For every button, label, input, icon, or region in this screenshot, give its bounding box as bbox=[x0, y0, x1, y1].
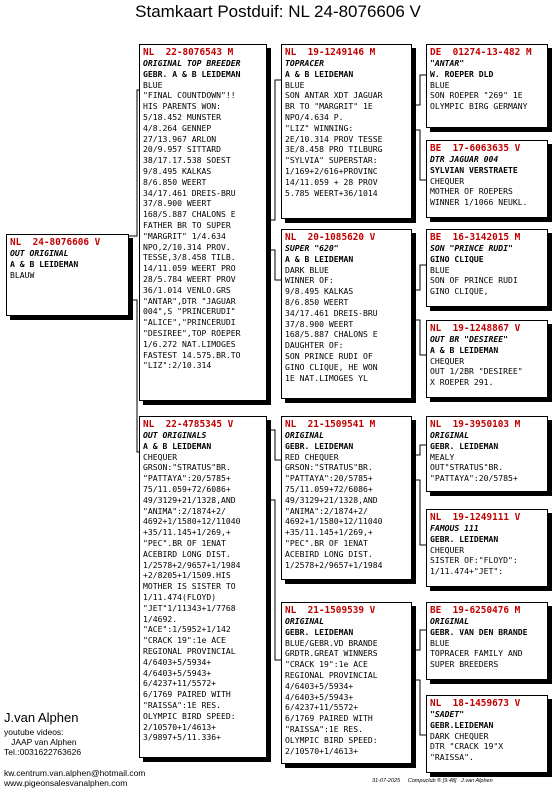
pigeon-info: DARK BLUE WINNER OF: 9/8.495 KALKAS 8/6.850 WEERT 34/17.461 DREIS-BRU 37/8.900 WEERT 168/5.887 CHALONS E DAUGHTER OF: SON PRINCE RUDI OF GINO CLIQUE, HE WON 1E NAT.LIMOGES YL bbox=[285, 264, 378, 383]
ring-number: DE 01274-13-482 M bbox=[430, 47, 532, 58]
owner-name: A & B LEIDEMAN bbox=[143, 440, 212, 451]
pigeon-title: OUT ORIGINAL bbox=[10, 248, 69, 258]
pedigree-card-paternal-grandfather bbox=[281, 44, 412, 219]
owner-name: GEBR. A & B LEIDEMAN bbox=[143, 68, 241, 79]
owner-name: GEBR. LEIDEMAN bbox=[430, 440, 499, 451]
pigeon-info: CHEQUER SISTER OF:"FLOYD": 1/11.474+"JET": bbox=[430, 544, 518, 577]
breeder-name: J.van Alphen bbox=[4, 710, 79, 725]
pigeon-title: "ANTAR" bbox=[430, 58, 465, 68]
pigeon-title: SON "PRINCE RUDI" bbox=[430, 243, 513, 253]
print-info: 31-07-2025 Compuclub ® [9.48] J.van Alphen bbox=[372, 778, 493, 784]
pigeon-info: CHEQUER MOTHER OF ROEPERS WINNER 1/1066 NEUKL. bbox=[430, 175, 528, 208]
pigeon-info: BLUE TOPRACER FAMILY AND SUPER BREEDERS bbox=[430, 637, 523, 670]
pedigree-card-mff bbox=[426, 416, 548, 492]
owner-name: A & B LEIDEMAN bbox=[285, 253, 354, 264]
pigeon-info: BLAUW bbox=[10, 269, 35, 280]
breeder-contact: kw.centrum.van.alphen@hotmail.com www.pigeonsalesvanalphen.com bbox=[4, 768, 146, 788]
pigeon-title: ORIGINAL bbox=[285, 430, 324, 440]
pigeon-info: DARK CHEQUER DTR "CRACK 19"X "RAISSA". bbox=[430, 730, 504, 763]
ring-number: NL 22-8076543 M bbox=[143, 47, 234, 58]
pigeon-title: "SADET" bbox=[430, 709, 465, 719]
ring-number: NL 19-1248867 V bbox=[430, 323, 521, 334]
pigeon-title: TOPRACER bbox=[285, 58, 324, 68]
ring-number: NL 19-1249111 V bbox=[430, 512, 521, 523]
owner-name: SYLVIAN VERSTRAETE bbox=[430, 164, 518, 175]
pigeon-info: BLUE SON OF PRINCE RUDI GINO CLIQUE, bbox=[430, 264, 518, 297]
pedigree-card-maternal-grandfather bbox=[281, 416, 412, 580]
pigeon-info: MEALY OUT"STRATUS"BR. "PATTAYA":20/5785+ bbox=[430, 451, 518, 484]
pigeon-info: CHEQUER OUT 1/2BR "DESIREE" X ROEPER 291. bbox=[430, 355, 523, 388]
owner-name: A & B LEIDEMAN bbox=[430, 344, 499, 355]
pigeon-title: ORIGINAL TOP BREEDER bbox=[143, 58, 241, 68]
ring-number: NL 20-1085620 V bbox=[285, 232, 376, 243]
pigeon-info: BLUE SON ANTAR XDT JAGUAR BR TO "MARGRIT" 1E NPO/4.634 P. "LIZ" WINNING: 2E/10.314 PROV TESSE 3E/8.458 PRO TILBURG "SYLVIA" SUPERSTAR: 1/169+2/616+PROVINC 14/11.059 + 28 PROV 5.785 WEERT+36/1014 bbox=[285, 79, 383, 198]
pigeon-info: CHEQUER GRSON:"STRATUS"BR. "PATTAYA":20/5785+ 75/11.059+72/6086+ 49/3129+21/1328,AND "ANIMA":2/1874+2/ 4692+1/1580+12/11040 +35/11.145+1/269,+ "PEC".BR OF 1ENAT ACEBIRD LONG DIST. 1/2578+2/9657+1/1984 +2/8205+1/1509.HIS MOTHER IS SISTER TO 1/11.474(FLOYD) "JET"1/11343+1/7768 1/4692. "ACE":1/5952+1/142 "CRACK 19":1e ACE REGIONAL PROVINCIAL 4/6403+5/5934+ 4/6403+5/5943+ 6/4237+11/5572+ 6/1769 PAIRED WITH "RAISSA":1E RES. OLYMPIC BIRD SPEED: 2/10570+1/4613+ 3/9897+5/11.336+ bbox=[143, 451, 241, 743]
ring-number: NL 18-1459673 V bbox=[430, 698, 521, 709]
pigeon-info: BLUE/GEBR.VD BRANDE GRDTR.GREAT WINNERS "CRACK 19":1e ACE REGIONAL PROVINCIAL 4/6403+5/5934+ 4/6403+5/5943+ 6/4237+11/5572+ 6/1769 PAIRED WITH "RAISSA":1E RES. OLYMPIC BIRD SPEED: 2/10570+1/4613+ bbox=[285, 637, 378, 756]
pigeon-title: ORIGINAL bbox=[430, 430, 469, 440]
pigeon-title: DTR JAGUAR 004 bbox=[430, 154, 499, 164]
pigeon-info: RED CHEQUER GRSON:"STRATUS"BR. "PATTAYA":20/5785+ 75/11.059+72/6086+ 49/3129+21/1328,AND "ANIMA":2/1874+2/ 4692+1/1580+12/11040 +35/11.145+1/269,+ "PEC".BR OF 1ENAT ACEBIRD LONG DIST. 1/2578+2/9657+1/1984 bbox=[285, 451, 383, 570]
ring-number: BE 16-3142015 M bbox=[430, 232, 521, 243]
pedigree-card-mfm bbox=[426, 509, 548, 587]
ring-number: NL 19-3950103 M bbox=[430, 419, 521, 430]
breeder-youtube-phone: youtube videos: JAAP van Alphen Tel.:0031622763626 bbox=[4, 727, 82, 757]
pedigree-card-father bbox=[139, 44, 267, 401]
owner-name: A & B LEIDEMAN bbox=[285, 68, 354, 79]
pedigree-card-ffm bbox=[426, 140, 548, 218]
pigeon-info: BLUE "FINAL COUNTDOWN"!! HIS PARENTS WON: 5/18.452 MUNSTER 4/8.264 GENNEP 27/13.967 ARLON 20/9.957 SITTARD 38/17.17.538 SOEST 9/8.495 KALKAS 8/6.850 WEERT 34/17.461 DREIS-BRU 37/8.900 WEERT 168/5.887 CHALONS E FATHER BR TO SUPER "MARGRIT" 1/4.634 NPO,2/10.314 PROV. TESSE,3/8.458 TILB. 14/11.059 WEERT PRO 28/5.784 WEERT PROV 36/1.014 VENLO.GRS "ANTAR",DTR "JAGUAR 004",S "PRINCERUDI" "ALICE","PRINCERUDI "DESIREE",TOP ROEPER 1/6.272 NAT.LIMOGES FASTEST 14.575.BR.TO "LIZ":2/10.314 bbox=[143, 79, 241, 371]
owner-name: W. ROEPER DLD bbox=[430, 68, 494, 79]
ring-number: NL 24-8076606 V bbox=[10, 237, 101, 248]
owner-name: GEBR. LEIDEMAN bbox=[430, 533, 499, 544]
pigeon-title: OUT ORIGINALS bbox=[143, 430, 207, 440]
owner-name: GINO CLIQUE bbox=[430, 253, 484, 264]
pigeon-title: FAMOUS 111 bbox=[430, 523, 479, 533]
ring-number: NL 21-1509539 V bbox=[285, 605, 376, 616]
pedigree-card-mmf bbox=[426, 602, 548, 680]
pedigree-card-fmm bbox=[426, 320, 548, 398]
pigeon-title: OUT BR "DESIREE" bbox=[430, 334, 508, 344]
ring-number: NL 19-1249146 M bbox=[285, 47, 376, 58]
pedigree-card-self bbox=[6, 234, 129, 316]
ring-number: NL 21-1509541 M bbox=[285, 419, 376, 430]
owner-name: GEBR. LEIDEMAN bbox=[285, 440, 354, 451]
ring-number: BE 19-6250476 M bbox=[430, 605, 521, 616]
page-title: Stamkaart Postduif: NL 24-8076606 V bbox=[135, 2, 421, 21]
pedigree-card-mmm bbox=[426, 695, 548, 773]
owner-name: GEBR. LEIDEMAN bbox=[285, 626, 354, 637]
owner-name: GEBR.LEIDEMAN bbox=[430, 719, 494, 730]
pedigree-card-mother bbox=[139, 416, 267, 758]
pigeon-title: SUPER "620" bbox=[285, 243, 339, 253]
pigeon-title: ORIGINAL bbox=[430, 616, 469, 626]
pedigree-card-fmf bbox=[426, 229, 548, 307]
ring-number: BE 17-6063635 V bbox=[430, 143, 521, 154]
pedigree-card-fff bbox=[426, 44, 548, 128]
pigeon-title: ORIGINAL bbox=[285, 616, 324, 626]
ring-number: NL 22-4785345 V bbox=[143, 419, 234, 430]
pigeon-info: BLUE SON ROEPER "269" 1E OLYMPIC BIRG GERMANY bbox=[430, 79, 528, 112]
pedigree-card-paternal-grandmother bbox=[281, 229, 412, 399]
owner-name: GEBR. VAN DEN BRANDE bbox=[430, 626, 528, 637]
owner-name: A & B LEIDEMAN bbox=[10, 258, 79, 269]
pedigree-card-maternal-grandmother bbox=[281, 602, 412, 764]
